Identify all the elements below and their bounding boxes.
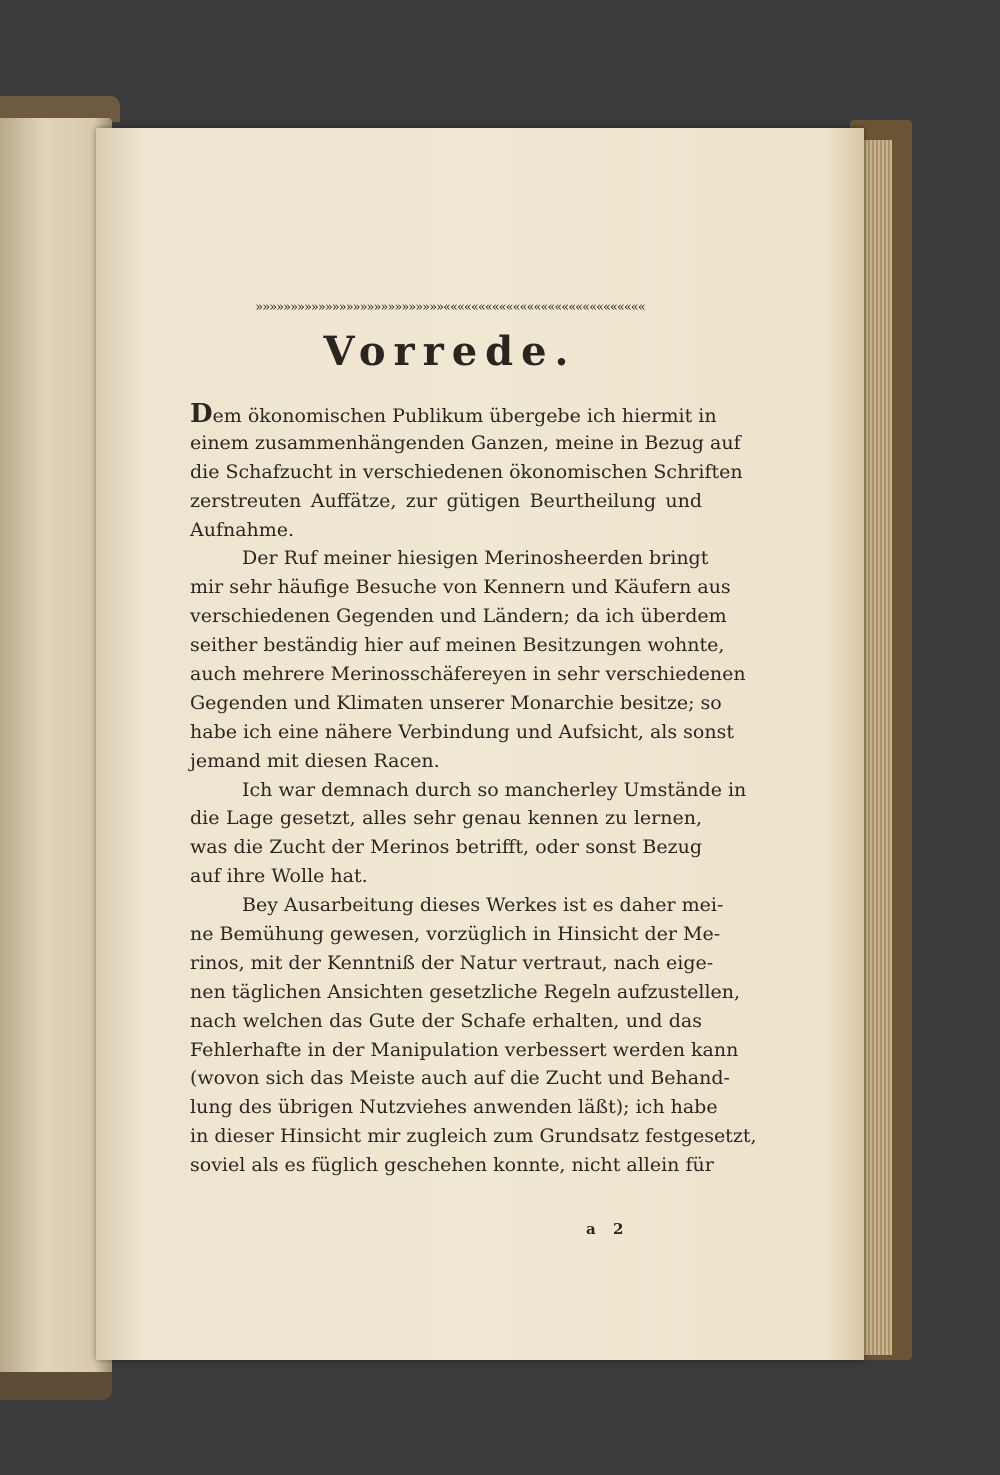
line-text: mir sehr häufige Besuche von Kennern und Käufern aus xyxy=(190,576,731,599)
chapter-title: Vorrede. xyxy=(323,328,577,375)
line-text: nach welchen das Gute der Schafe erhalten, und das xyxy=(190,1009,702,1032)
line-text: nen täglichen Ansichten gesetzliche Regeln aufzustellen, xyxy=(190,980,741,1003)
line-text: ne Bemühung gewesen, vorzüglich in Hinsicht der Me- xyxy=(190,923,721,946)
text-line xyxy=(190,660,746,689)
text-line xyxy=(190,1122,757,1151)
line-text: em ökonomischen Publikum übergebe ich hiermit in xyxy=(212,405,717,427)
text-line xyxy=(190,920,721,949)
text-line xyxy=(190,631,725,660)
text-line xyxy=(190,573,731,602)
text-line xyxy=(190,458,743,487)
text-line xyxy=(190,776,747,805)
line-text: einem zusammenhängenden Ganzen, meine in Bezug auf xyxy=(190,431,741,454)
line-text: Ich war demnach durch so mancherley Umstände in xyxy=(242,778,747,801)
text-line xyxy=(190,1064,730,1093)
line-text: auch mehrere Merinosschäfereyen in sehr verschiedenen xyxy=(190,663,746,686)
line-text: Der Ruf meiner hiesigen Merinosheerden bringt xyxy=(242,547,709,570)
text-line xyxy=(190,516,702,545)
line-text: in dieser Hinsicht mir zugleich zum Grundsatz festgesetzt, xyxy=(190,1125,757,1148)
line-text: jemand mit diesen Racen. xyxy=(190,749,440,772)
text-line xyxy=(190,429,741,458)
line-text: (wovon sich das Meiste auch auf die Zucht und Behand- xyxy=(190,1067,730,1090)
text-line xyxy=(190,891,724,920)
line-text: zerstreuten Auffätze, zur gütigen Beurtheilung und xyxy=(190,489,702,512)
line-text: die Lage gesetzt, alles sehr genau kennen zu lernen, xyxy=(190,807,702,830)
line-text: Gegenden und Klimaten unserer Monarchie besitze; so xyxy=(190,691,722,714)
text-line xyxy=(190,804,702,833)
text-line xyxy=(190,1151,714,1180)
text-line xyxy=(190,978,741,1007)
line-text: lung des übrigen Nutzviehes anwenden läßt); ich habe xyxy=(190,1096,718,1119)
body-text xyxy=(190,399,757,1180)
drop-initial: D xyxy=(190,399,213,429)
text-line xyxy=(190,399,717,429)
line-text: was die Zucht der Merinos betrifft, oder sonst Bezug xyxy=(190,836,702,859)
text-line xyxy=(190,747,702,776)
text-line xyxy=(190,862,702,891)
line-text: verschiedenen Gegenden und Ländern; da ich überdem xyxy=(190,605,727,628)
text-line xyxy=(190,833,702,862)
text-line xyxy=(190,487,702,516)
text-line xyxy=(190,949,714,978)
text-line xyxy=(190,544,709,573)
text-line xyxy=(190,1093,718,1122)
line-text: auf ihre Wolle hat. xyxy=(190,865,368,888)
line-text: seither beständig hier auf meinen Besitzungen wohnte, xyxy=(190,634,725,657)
line-text: soviel als es füglich geschehen konnte, nicht allein für xyxy=(190,1154,714,1177)
line-text: Aufnahme. xyxy=(190,518,295,541)
text-line xyxy=(190,718,734,747)
text-line xyxy=(190,602,727,631)
signature-mark: a 2 xyxy=(586,1220,630,1238)
line-text: rinos, mit der Kenntniß der Natur vertraut, nach eige- xyxy=(190,951,714,974)
text-line xyxy=(190,689,722,718)
line-text: habe ich eine nähere Verbindung und Aufsicht, als sonst xyxy=(190,720,734,743)
ornamental-rule: »»»»»»»»»»»»»»»»»»»»»»»»»»»««««««««««««««««««««««««««««« xyxy=(255,300,645,315)
text-line xyxy=(190,1036,739,1065)
line-text: Fehlerhafte in der Manipulation verbessert werden kann xyxy=(190,1038,739,1061)
text-line xyxy=(190,1007,702,1036)
left-cover-bottom xyxy=(0,1372,112,1400)
line-text: Bey Ausarbeitung dieses Werkes ist es daher mei- xyxy=(242,894,724,917)
line-text: die Schafzucht in verschiedenen ökonomischen Schriften xyxy=(190,460,743,483)
